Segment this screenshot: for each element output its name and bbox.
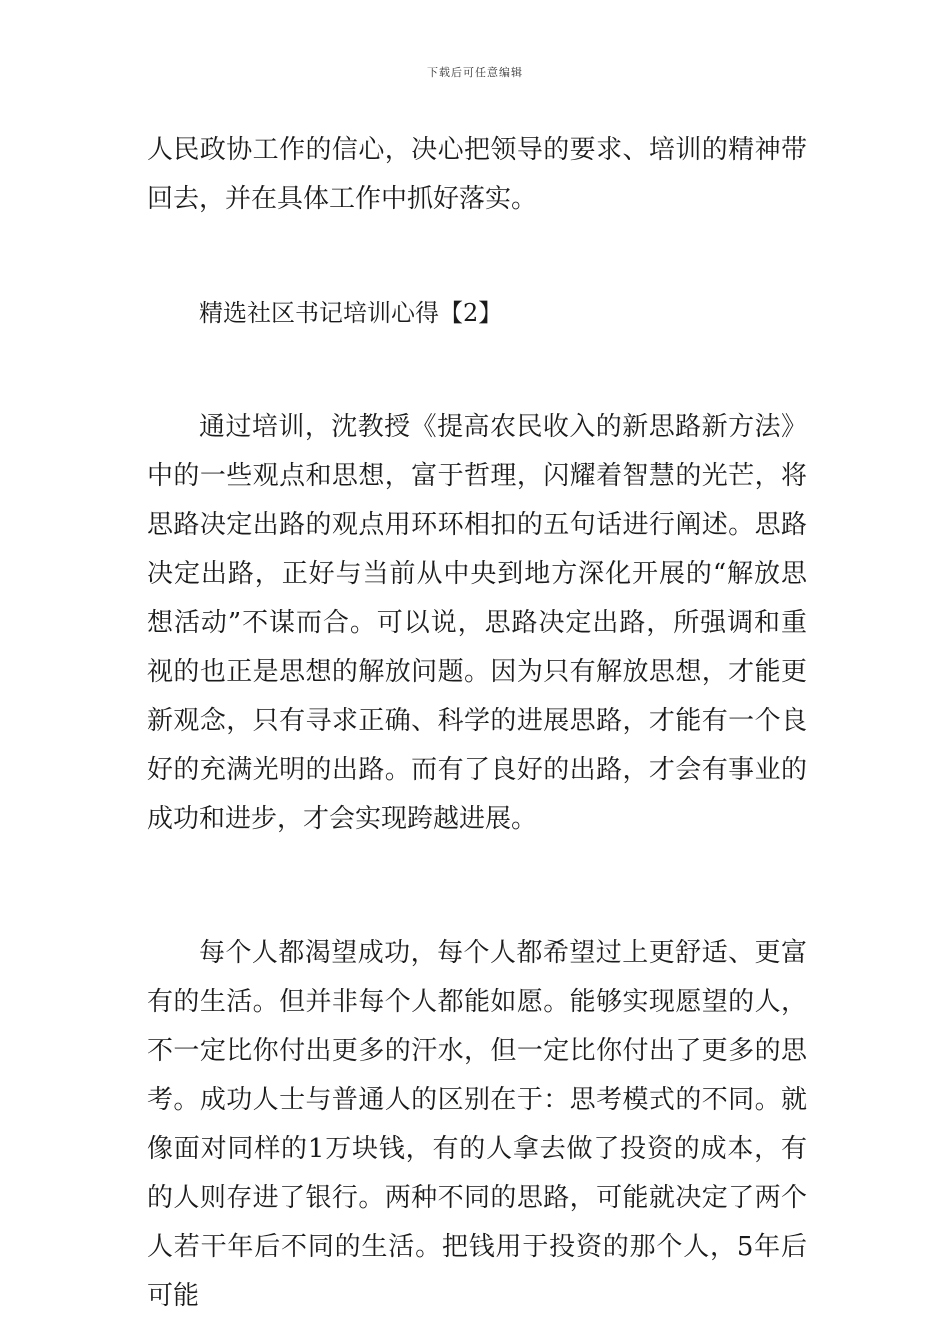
paragraph-thinking-path: 通过培训，沈教授《提高农民收入的新思路新方法》中的一些观点和思想，富于哲理，闪耀着智慧的光芒，将思路决定出路的观点用环环相扣的五句话进行阐述。思路决定出路，正好与当前从中央到地方深化开展的“解放思想活动”不谋而合。可以说，思路决定出路，所强调和重视的也正是思想的解放问题。因为只有解放思想，才能更新观念，只有寻求正确、科学的进展思路，才能有一个良好的充满光明的出路。而有了良好的出路，才会有事业的成功和进步，才会实现跨越进展。 [147,412,807,834]
paragraph-continuation: 人民政协工作的信心，决心把领导的要求、培训的精神带回去，并在具体工作中抓好落实。 [147,135,807,214]
section-heading: 精选社区书记培训心得【2】 [199,299,503,327]
document-body [147,126,807,1321]
page-header-note: 下载后可任意编辑 [427,66,523,79]
paragraph-success: 每个人都渴望成功，每个人都希望过上更舒适、更富有的生活。但并非每个人都能如愿。能够实现愿望的人，不一定比你付出更多的汗水，但一定比你付出了更多的思考。成功人士与普通人的区别在于：思考模式的不同。就像面对同样的1万块钱，有的人拿去做了投资的成本，有的人则存进了银行。两种不同的思路，可能就决定了两个人若干年后不同的生活。把钱用于投资的那个人，5年后可能 [147,938,807,1311]
